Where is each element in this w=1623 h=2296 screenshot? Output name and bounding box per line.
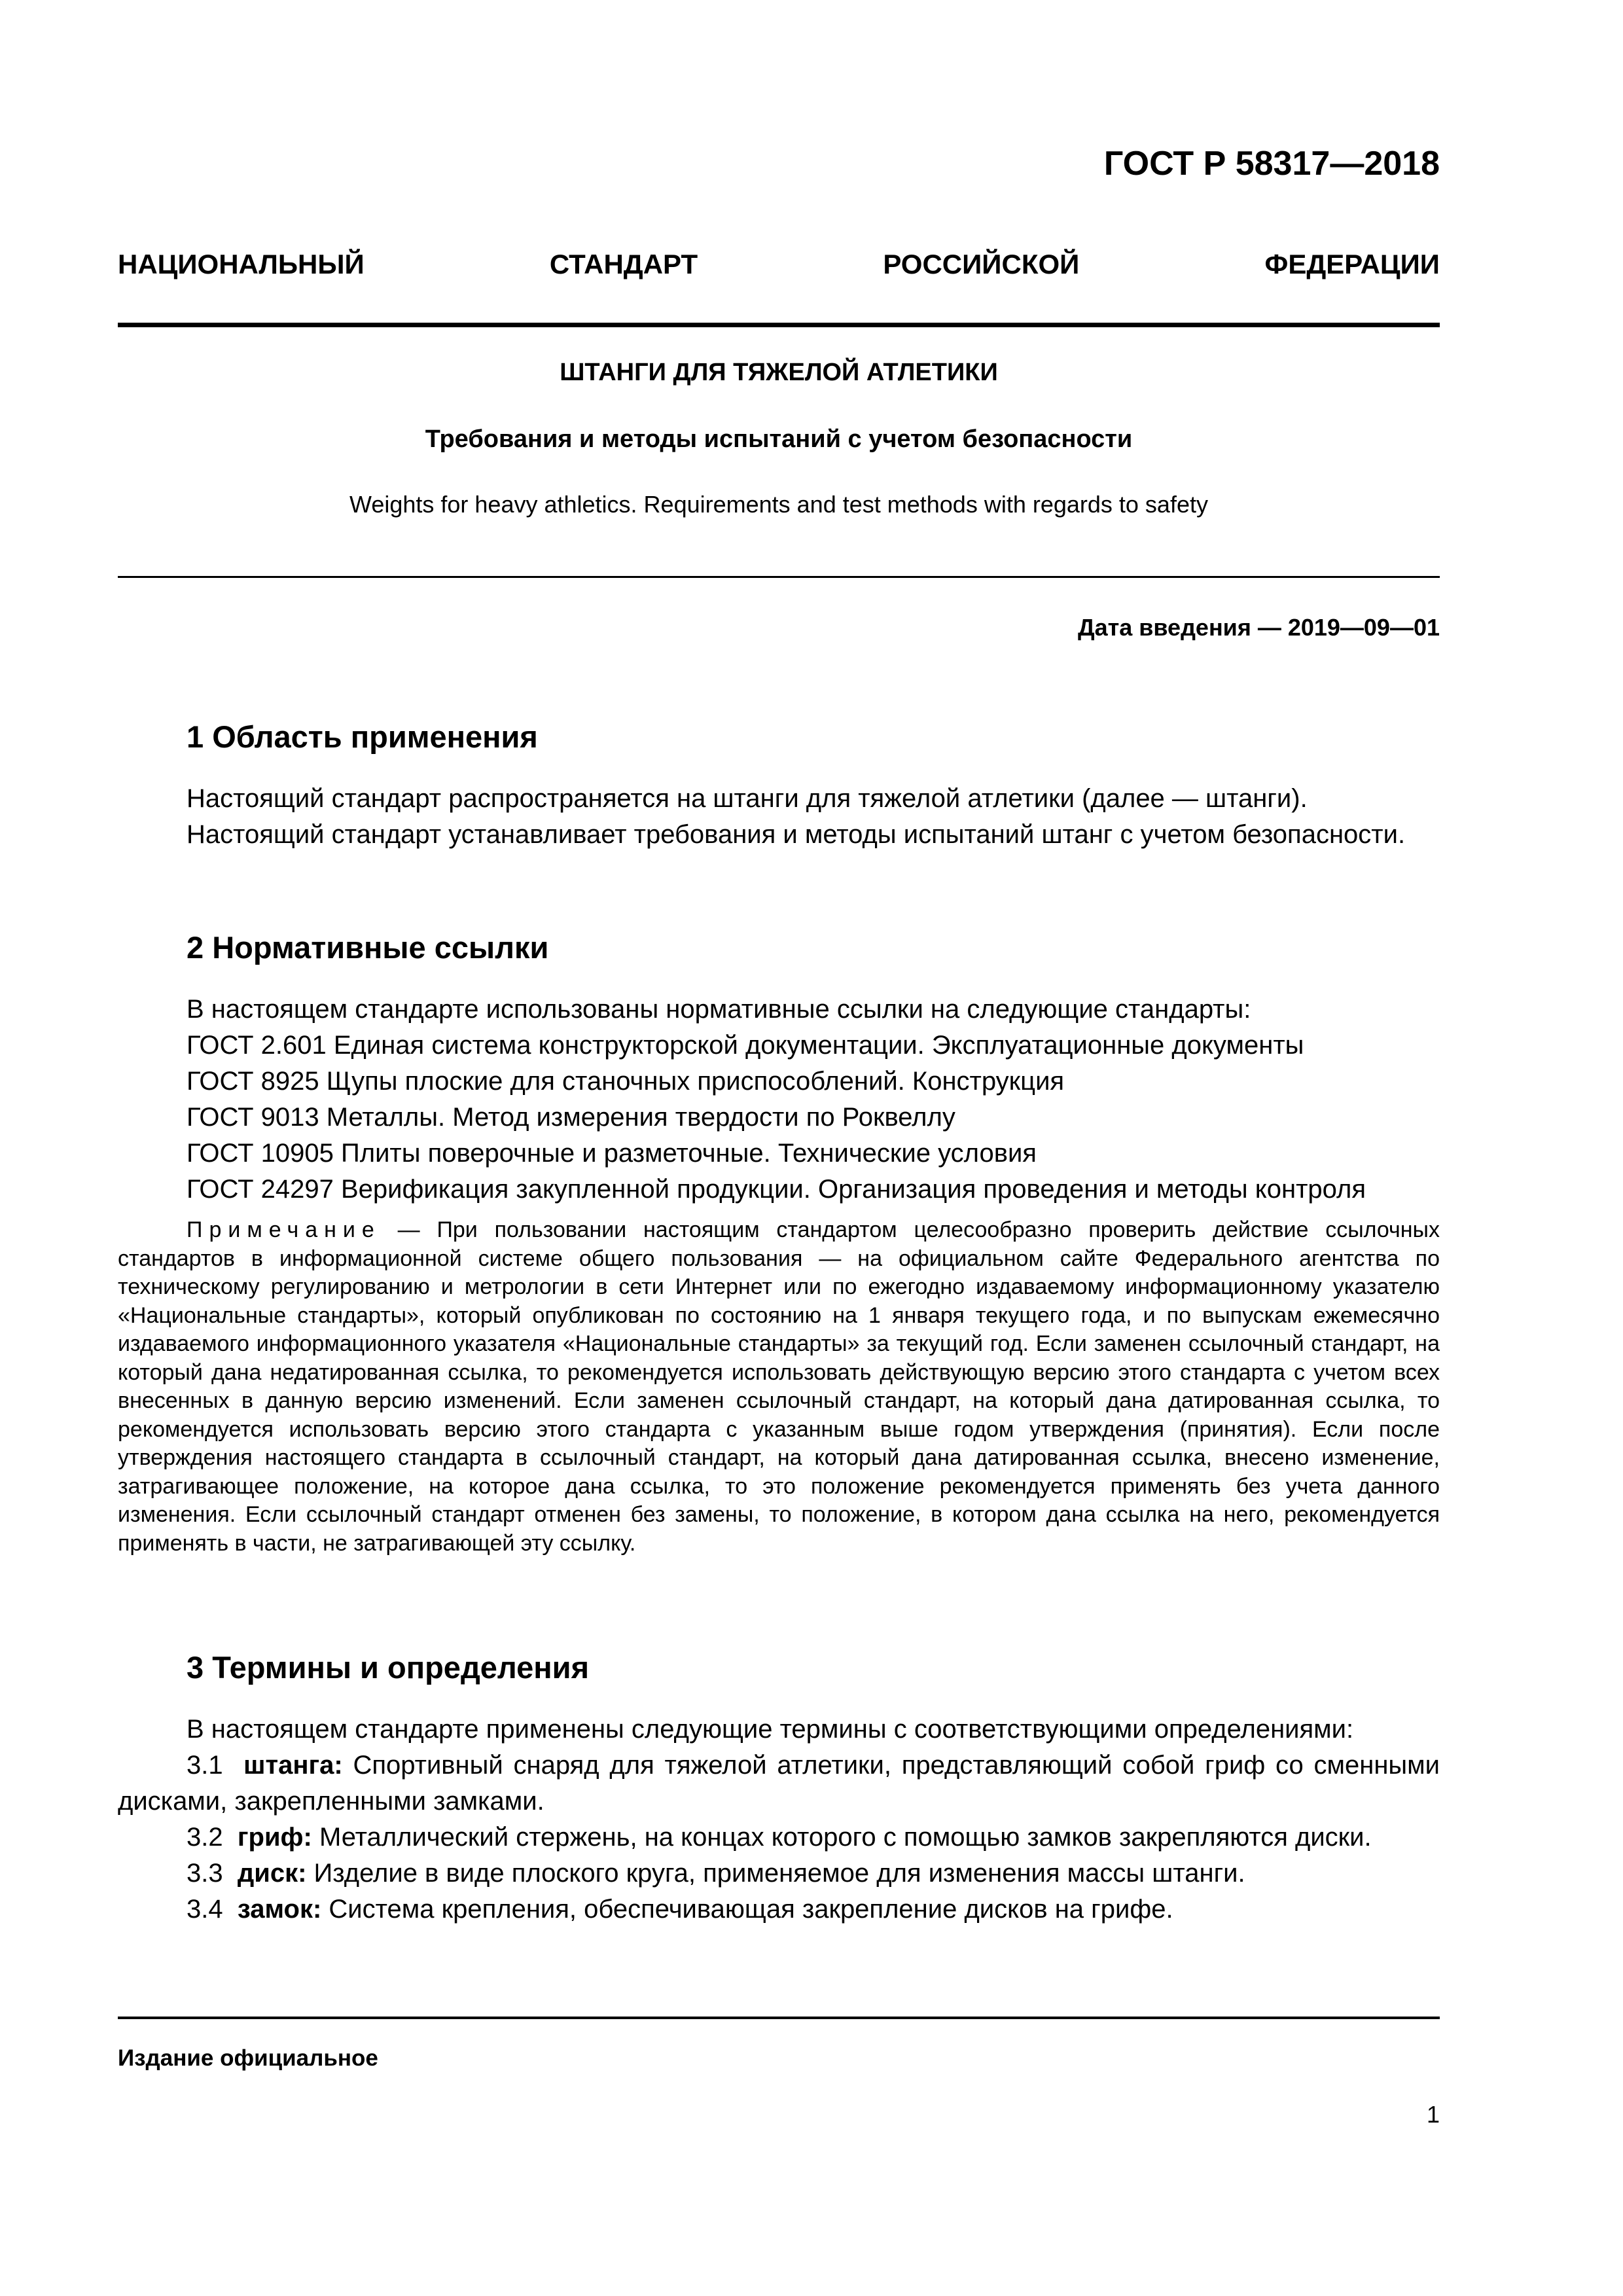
term-text: Металлический стержень, на концах которого с помощью замков закрепляются диски. [312,1823,1372,1852]
document-title: ШТАНГИ ДЛЯ ТЯЖЕЛОЙ АТЛЕТИКИ [560,359,998,386]
introduction-date: Дата введения — 2019—09—01 [1077,614,1440,641]
footer-rule [118,2017,1440,2019]
paragraph: Настоящий стандарт распространяется на штанги для тяжелой атлетики (далее — штанги). [187,784,1308,813]
section-heading-normative-references: 2 Нормативные ссылки [187,930,549,965]
term-text: Система крепления, обеспечивающая закрепление дисков на грифе. [321,1895,1173,1924]
term-number: 3.3 [187,1859,223,1888]
term-name: диск: [237,1859,307,1888]
term-definition [118,1820,1440,1856]
paragraph: В настоящем стандарте использованы нормативные ссылки на следующие стандарты: [187,995,1251,1024]
national-standard-banner: НАЦИОНАЛЬНЫЙ СТАНДАРТ РОССИЙСКОЙ ФЕДЕРАЦИИ [118,249,1440,279]
title-rule [118,576,1440,578]
reference-item: ГОСТ 2.601 Единая система конструкторской документации. Эксплуатационные документы [187,1031,1304,1060]
page-number: 1 [1426,2101,1440,2128]
note-text: — При пользовании настоящим стандартом целесообразно проверить действие ссылочных стандартов в информационной системе общего пользования — на официальном сайте Федерального агентства по техническому регулированию и метрологии в сети Интернет или по ежегодно издаваемому информационному указателю «Национальные стандарты», который опубликован по состоянию на 1 января текущего года, и по выпускам ежемесячно издаваемого информационного указателя «Национальные стандарты» за текущий год. Если заменен ссылочный стандарт, на который дана недатированная ссылка, то рекомендуется использовать действующую версию этого стандарта с учетом всех внесенных в данную версию изменений. Если заменен ссылочный стандарт, на который дана датированная ссылка, то рекомендуется использовать версию этого стандарта с указанным выше годом утверждения (принятия). Если после утверждения настоящего стандарта в ссылочный стандарт, на который дана датированная ссылка, внесено изменение, затрагивающее положение, на которое дана ссылка, то это положение рекомендуется применять без учета данного изменения. Если ссылочный стандарт отменен без замены, то положение, в котором дана ссылка на него, рекомендуется применять в части, не затрагивающей эту ссылку. [118,1217,1440,1556]
section-scope-body [118,781,1440,853]
document-subtitle: Требования и методы испытаний с учетом безопасности [425,425,1133,453]
reference-item: ГОСТ 10905 Плиты поверочные и разметочные. Технические условия [187,1139,1037,1168]
official-edition-label: Издание официальное [118,2045,378,2071]
references-note [118,1216,1440,1558]
term-name: гриф: [237,1823,312,1852]
term-definition [118,1856,1440,1892]
gost-code: ГОСТ Р 58317—2018 [1103,145,1440,183]
term-number: 3.1 [187,1751,223,1780]
reference-item: ГОСТ 8925 Щупы плоские для станочных приспособлений. Конструкция [187,1067,1065,1096]
paragraph: Настоящий стандарт устанавливает требования и методы испытаний штанг с учетом безопасности. [187,820,1406,849]
paragraph: В настоящем стандарте применены следующие термины с соответствующими определениями: [187,1715,1354,1744]
section-heading-terms: 3 Термины и определения [187,1650,589,1685]
section-terms-body [118,1712,1440,1928]
term-number: 3.2 [187,1823,223,1852]
term-name: замок: [237,1895,322,1924]
term-text: Изделие в виде плоского круга, применяемое для изменения массы штанги. [306,1859,1245,1888]
section-references-body [118,992,1440,1208]
document-title-english: Weights for heavy athletics. Requirements and test methods with regards to safety [349,491,1208,518]
reference-item: ГОСТ 24297 Верификация закупленной продукции. Организация проведения и методы контроля [187,1175,1366,1204]
note-label: Примечание [187,1217,381,1242]
section-heading-scope: 1 Область применения [187,719,538,754]
term-definition [118,1892,1440,1928]
header-rule [118,323,1440,327]
term-name: штанга: [243,1751,343,1780]
term-definition [118,1748,1440,1820]
term-text: Спортивный снаряд для тяжелой атлетики, представляющий собой гриф со сменными дисками, закрепленными замками. [118,1751,1440,1816]
term-number: 3.4 [187,1895,223,1924]
reference-item: ГОСТ 9013 Металлы. Метод измерения твердости по Роквеллу [187,1103,955,1132]
